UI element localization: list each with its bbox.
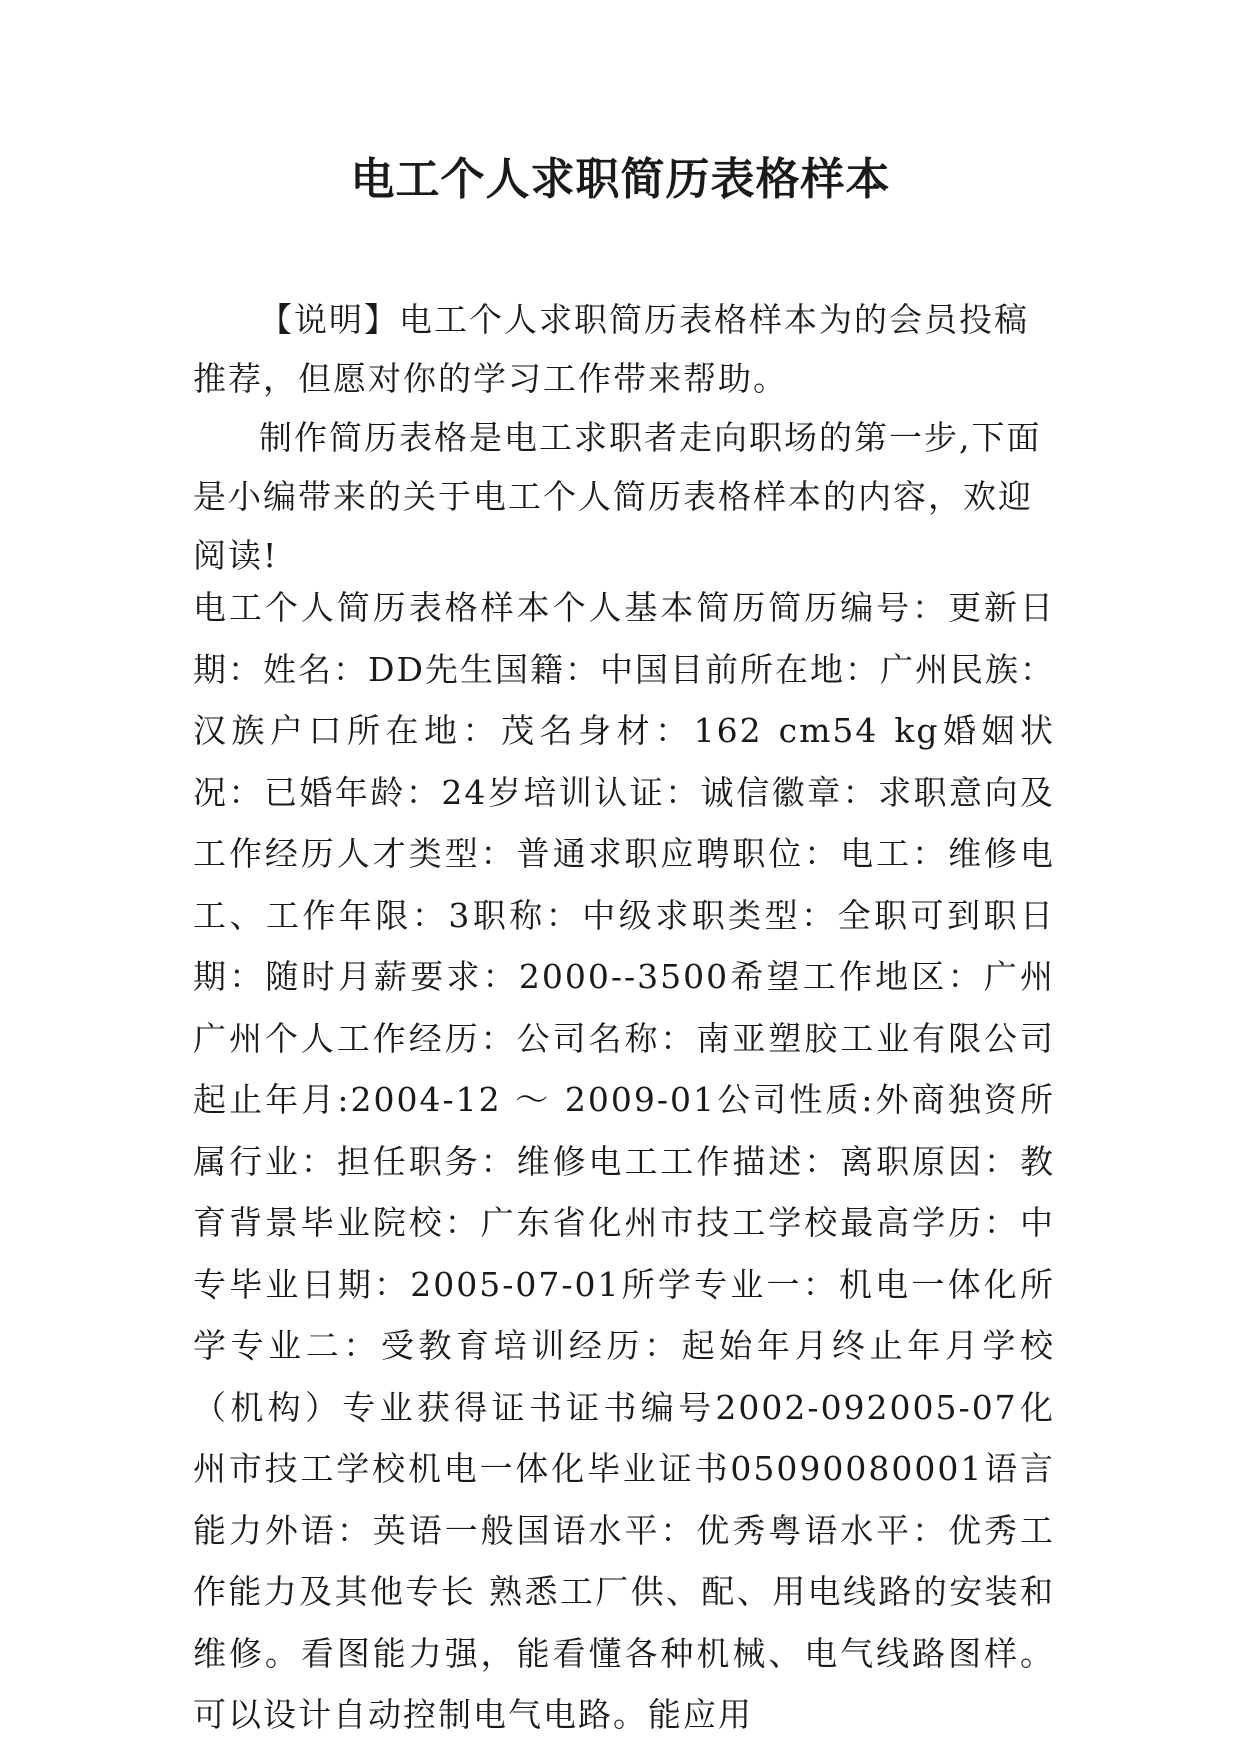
resume-body-text: 电工个人简历表格样本个人基本简历简历编号：更新日期：姓名：DD先生国籍：中国目前所在地：广州民族：汉族户口所在地：茂名身材：162 cm54 kg婚姻状况：已婚年龄：24岁培训认证：诚信徽章：求职意向及工作经历人才类型：普通求职应聘职位：电工：维修电工、工作年限：3职称：中级求职类型：全职可到职日期：随时月薪要求：2000--3500希望工作地区：广州 广州个人工作经历：公司名称：南亚塑胶工业有限公司起止年月:2004-12 ～ 2009-01公司性质:外商独资所属行业：担任职务：维修电工工作描述：离职原因：教育背景毕业院校：广东省化州市技工学校最高学历：中专毕业日期：2005-07-01所学专业一：机电一体化所学专业二：受教育培训经历：起始年月终止年月学校（机构）专业获得证书证书编号2002-092005-07化州市技工学校机电一体化毕业证书05090080001语言能力外语：英语一般国语水平：优秀粤语水平：优秀工作能力及其他专长 熟悉工厂供、配、用电线路的安装和维修。看图能力强，能看懂各种机械、电气线路图样。可以设计自动控制电气电路。能应用 [193,588,1055,1734]
intro-section [193,290,1055,585]
intro-paragraph-lead: 制作简历表格是电工求职者走向职场的第一步,下面是小编带来的关于电工个人简历表格样本的内容，欢迎阅读! [193,418,1042,575]
document-title: 电工个人求职简历表格样本 [350,154,891,205]
intro-paragraph-note: 【说明】电工个人求职简历表格样本为的会员投稿推荐，但愿对你的学习工作带来帮助。 [193,300,1029,398]
